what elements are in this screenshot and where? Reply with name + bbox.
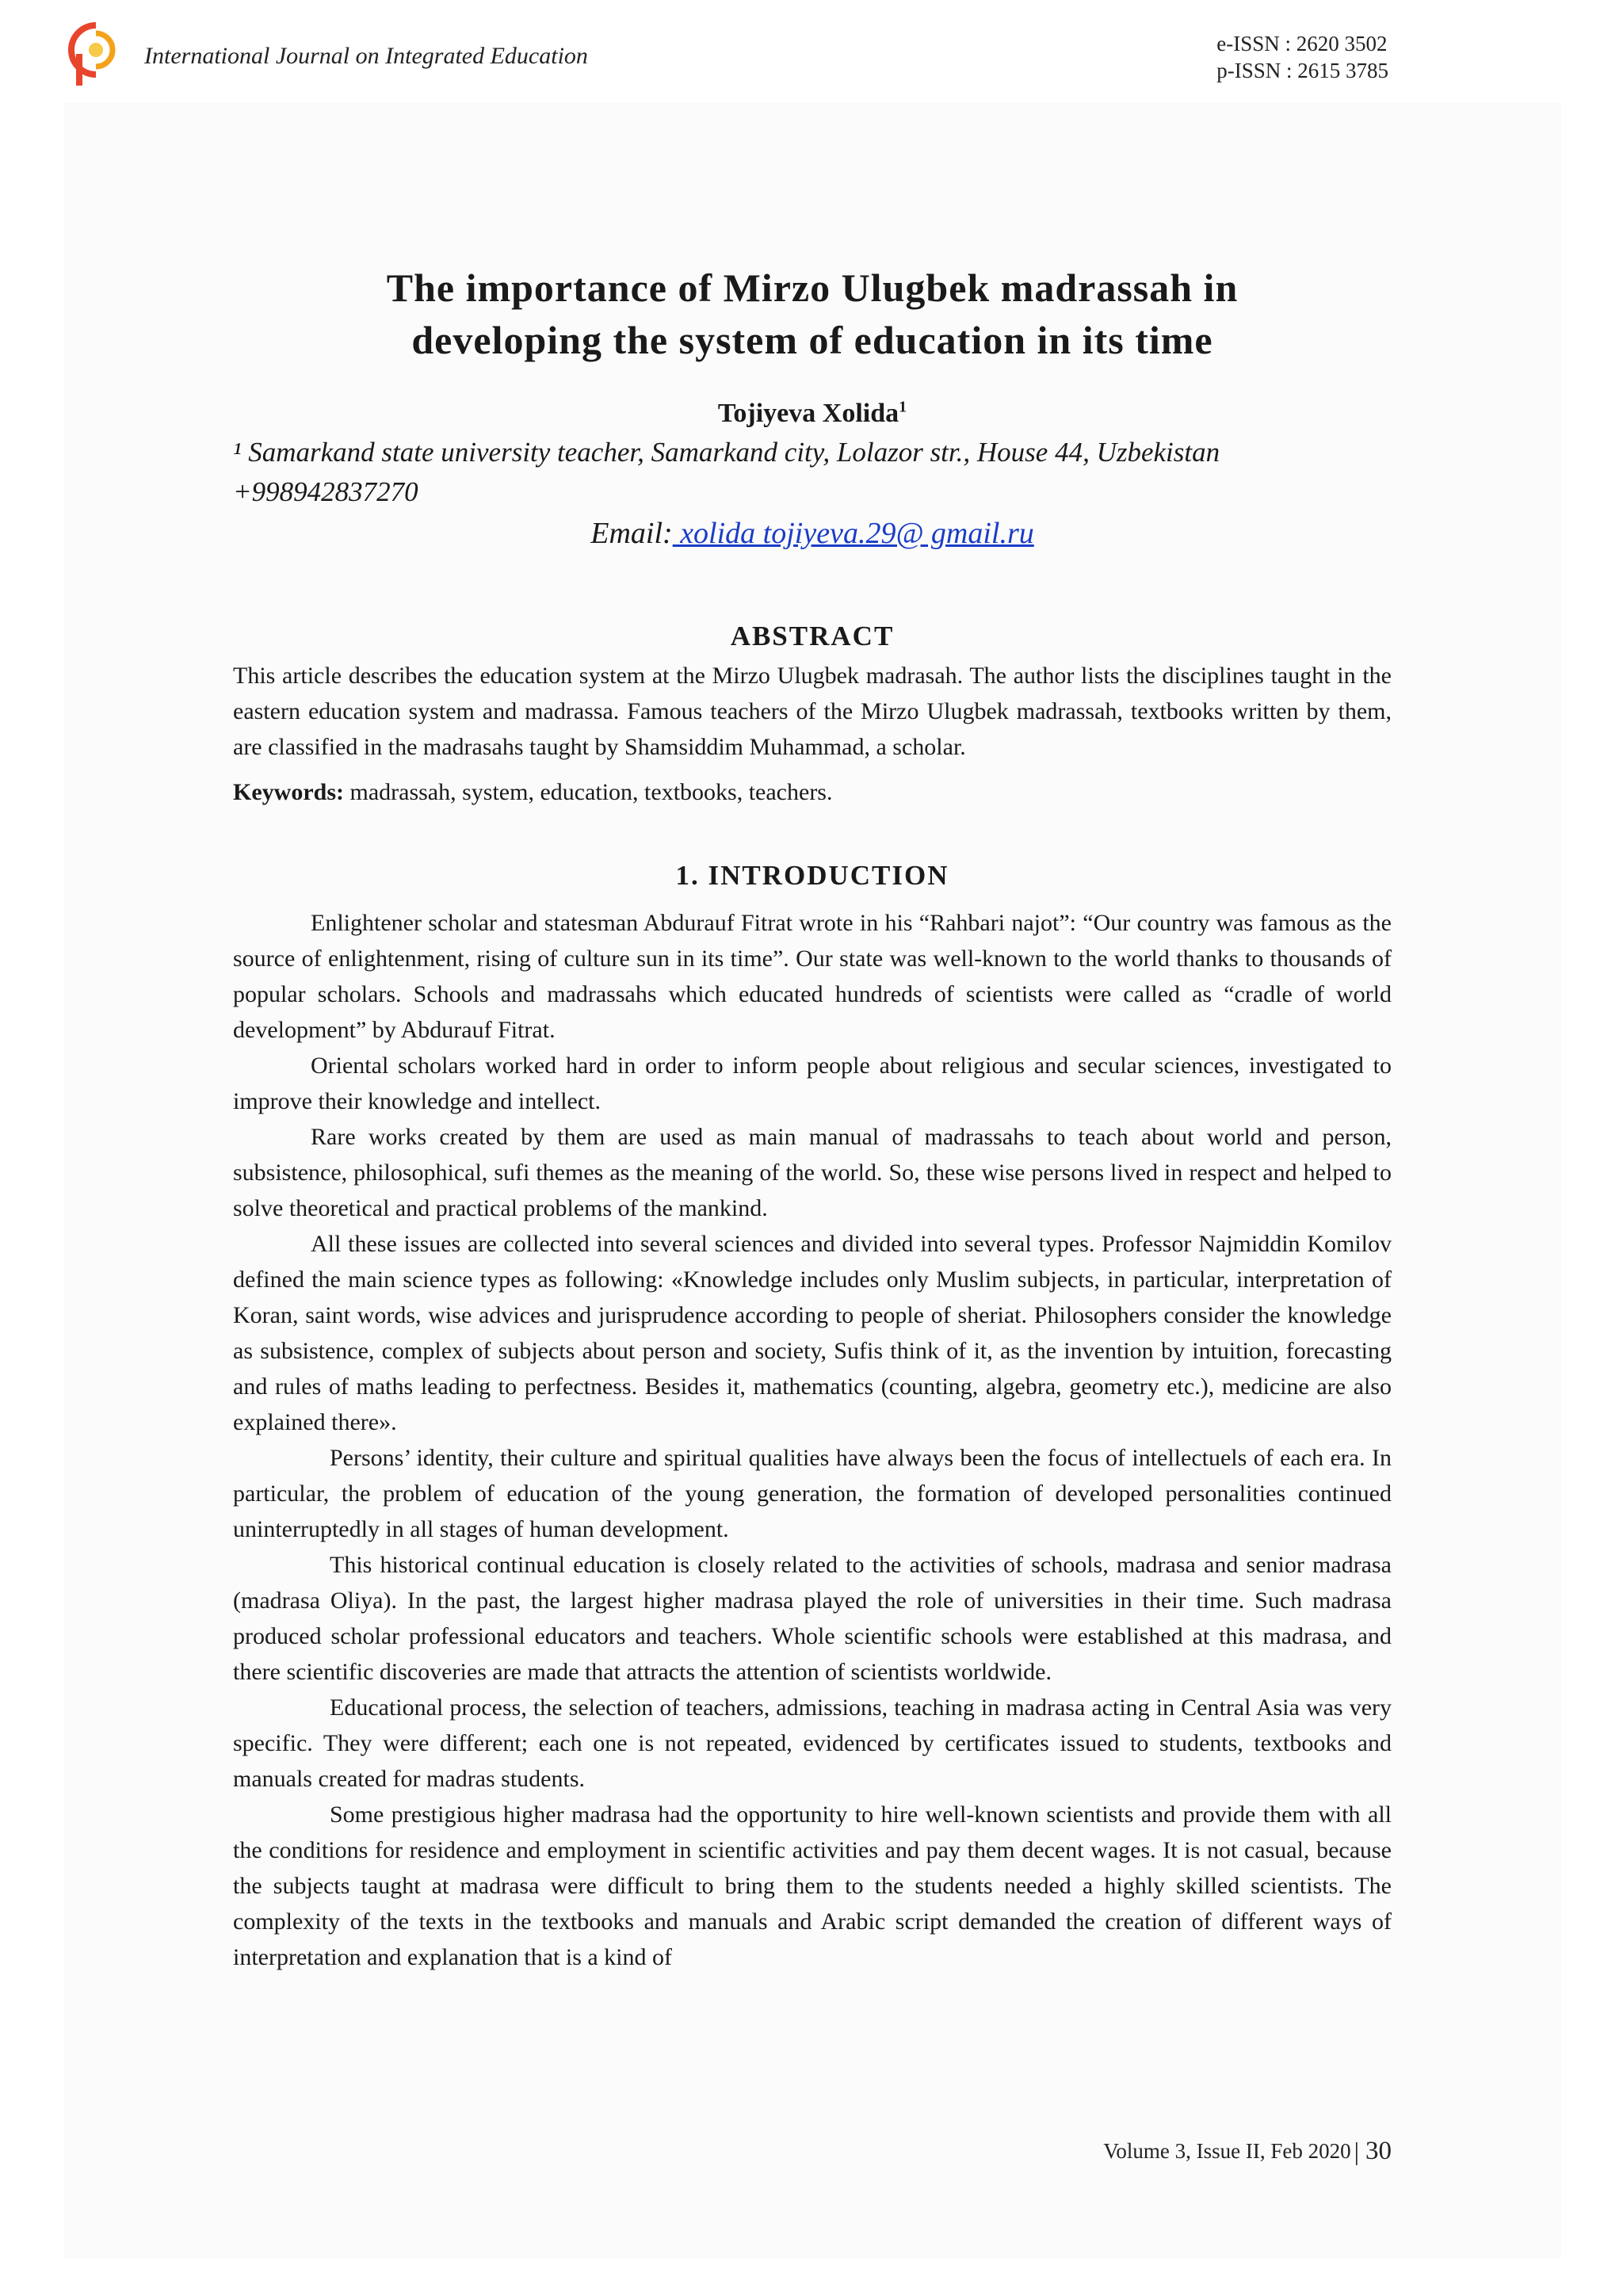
abstract-text: This article describes the education system at the Mirzo Ulugbek madrasah. The author lists the disciplines taught in the eastern education system and madrassa. Famous teachers of the Mirzo Ulugbek madrassah, textbooks written by them, are classified in the madrasahs taught by Shamsiddim Muhammad, a scholar. bbox=[233, 663, 1392, 760]
page-number: 30 bbox=[1365, 2137, 1392, 2165]
paragraph: All these issues are collected into several sciences and divided into several types. Professor Najmiddin Komilov defined the main science types as following: «Knowledge includes only Muslim subjects, in particular, interpretation of Koran, saint words, wise advices and jurisprudence according to people of sheriat. Philosophers consider the knowledge as subsistence, complex of subjects about person and society, Sufis think of it, as the invention by intuition, forecasting and rules of maths leading to perfectness. Besides it, mathematics (counting, algebra, geometry etc.), medicine are also explained there». bbox=[233, 1231, 1392, 1435]
abstract-heading: ABSTRACT bbox=[730, 621, 895, 651]
page-header bbox=[0, 0, 1623, 95]
journal-logo-icon bbox=[68, 22, 124, 89]
paragraph: Oriental scholars worked hard in order to inform people about religious and secular sciences, investigated to improve their knowledge and intellect. bbox=[233, 1052, 1392, 1114]
keywords-list: madrassah, system, education, textbooks, teachers. bbox=[343, 779, 833, 805]
paragraph: This historical continual education is closely related to the activities of schools, madrasa and senior madrasa (madrasa Oliya). In the past, the largest higher madrasa played the role of universities in their time. Such madrasa produced scholar professional educators and teachers. Whole scientific schools were established at this madrasa, and there scientific discoveries are made that attracts the attention of scientists worldwide. bbox=[233, 1552, 1392, 1685]
keywords-label: Keywords: bbox=[233, 779, 344, 805]
paragraph: Rare works created by them are used as main manual of madrassahs to teach about world and person, subsistence, philosophical, sufi themes as the meaning of the world. So, these wise persons lived in respect and helped to solve theoretical and practical problems of the mankind. bbox=[233, 1124, 1392, 1221]
keywords bbox=[233, 774, 1392, 810]
title-line-2: developing the system of education in its time bbox=[411, 318, 1213, 362]
email-label: Email: bbox=[590, 517, 673, 550]
paragraph: Some prestigious higher madrasa had the opportunity to hire well-known scientists and provide them with all the conditions for residence and employment in scientific activities and pay them decent wages. It is not casual, because the subjects taught at madrasa were difficult to bring them to the students needed a highly skilled scientists. The complexity of the texts in the textbooks and manuals and Arabic script demanded the creation of different ways of interpretation and explanation that is a kind of bbox=[233, 1801, 1392, 1970]
issn-block bbox=[1216, 30, 1388, 84]
article-body bbox=[233, 262, 1392, 1975]
title-line-1: The importance of Mirzo Ulugbek madrassah in bbox=[386, 266, 1239, 310]
paragraph: Persons’ identity, their culture and spiritual qualities have always been the focus of intellectuels of each era. In particular, the problem of education of the young generation, the formation of developed personalities continued uninterruptedly in all stages of human development. bbox=[233, 1445, 1392, 1542]
author-name bbox=[233, 396, 1392, 431]
volume-info: Volume 3, Issue II, Feb 2020 bbox=[1103, 2139, 1351, 2163]
footer-separator: | bbox=[1354, 2137, 1359, 2165]
article-title bbox=[233, 262, 1392, 366]
author-superscript: 1 bbox=[899, 398, 907, 416]
journal-name: International Journal on Integrated Education bbox=[144, 43, 588, 69]
introduction-heading: 1. INTRODUCTION bbox=[675, 860, 949, 891]
author-text: Tojiyeva Xolida bbox=[717, 399, 899, 428]
author-affiliation bbox=[233, 433, 1392, 512]
pissn: p-ISSN : 2615 3785 bbox=[1216, 59, 1388, 82]
affiliation-line-1: ¹ Samarkand state university teacher, Samarkand city, Lolazor str., House 44, Uzbekistan bbox=[233, 437, 1220, 468]
email-line bbox=[233, 514, 1392, 553]
affiliation-phone: +998942837270 bbox=[233, 476, 418, 507]
page-footer bbox=[1103, 2137, 1392, 2166]
introduction-text bbox=[233, 905, 1392, 1975]
paragraph: Educational process, the selection of teachers, admissions, teaching in madrasa acting in Central Asia was very specific. They were different; each one is not repeated, evidenced by certificates issued to students, textbooks and manuals created for madras students. bbox=[233, 1694, 1392, 1792]
email-link[interactable]: xolida tojiyeva.29@ gmail.ru bbox=[672, 517, 1034, 550]
paragraph: Enlightener scholar and statesman Abdurauf Fitrat wrote in his “Rahbari najot”: “Our country was famous as the source of enlightenment, rising of culture sun in its time”. Our state was well-known to the world thanks to thousands of popular scholars. Schools and madrassahs which educated hundreds of scientists were called as “cradle of world development” by Abdurauf Fitrat. bbox=[233, 910, 1392, 1043]
eissn: e-ISSN : 2620 3502 bbox=[1216, 32, 1388, 55]
